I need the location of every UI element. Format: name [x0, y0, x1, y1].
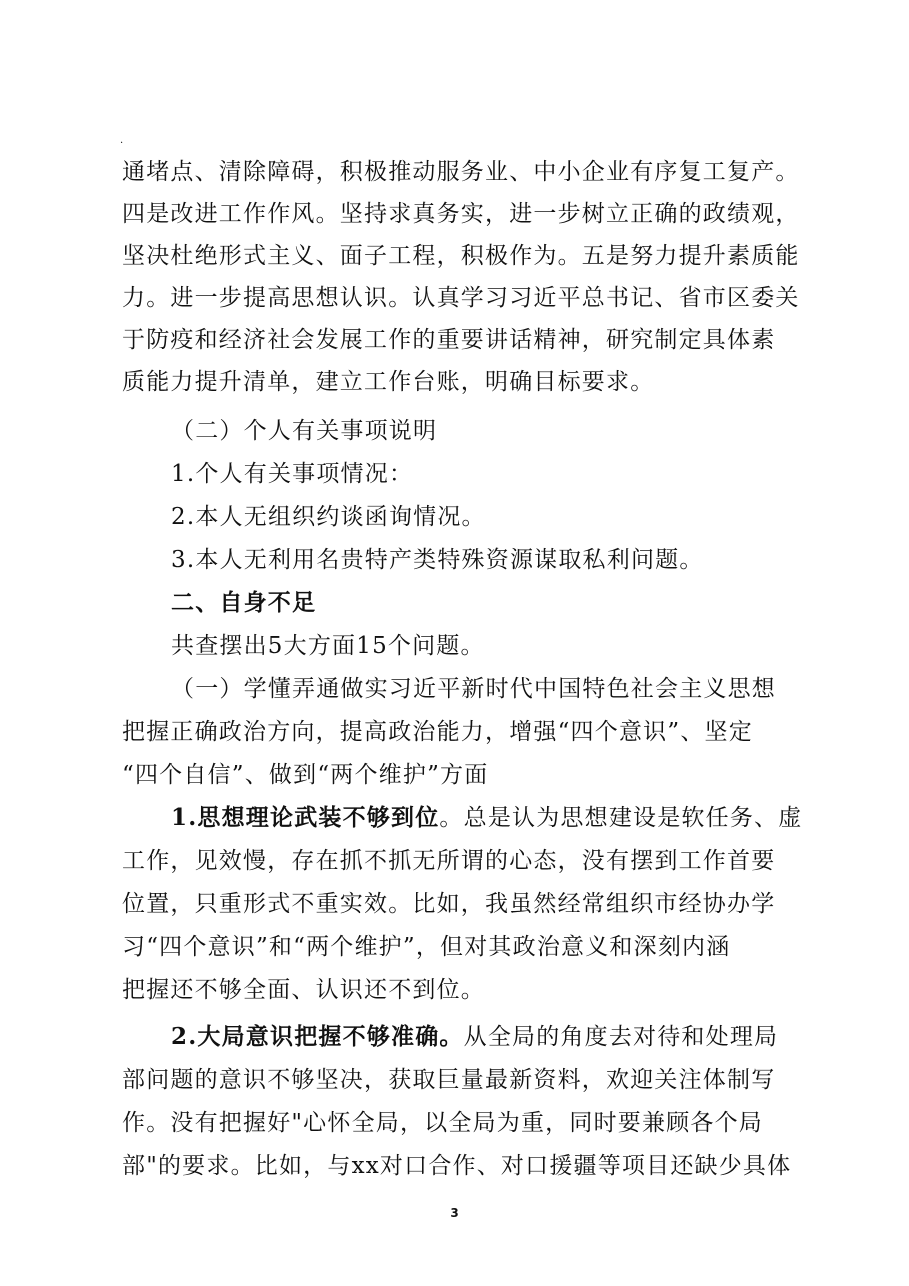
paragraph-line: 部问题的意识不够坚决，获取巨量最新资料，欢迎关注体制写 [122, 1067, 776, 1093]
item-line [171, 803, 802, 833]
paragraph-line: 通堵点、清除障碍，积极推动服务业、中小企业有序复工复产。 [122, 159, 800, 185]
paragraph-line: 质能力提升清单，建立工作台账，明确目标要求。 [122, 369, 655, 395]
item-title: 1.思想理论武装不够到位 [171, 804, 440, 831]
subsection-heading-line: 把握正确政治方向，提高政治能力，增强“四个意识”、坚定 [122, 719, 753, 745]
section-heading: （二）个人有关事项说明 [171, 418, 438, 444]
leading-mark: . [120, 135, 124, 146]
item-text: 从全局的角度去对待和处理局 [463, 1024, 779, 1050]
chapter-heading: 二、自身不足 [171, 589, 317, 616]
paragraph-line: 于防疫和经济社会发展工作的重要讲话精神，研究制定具体素 [122, 327, 776, 353]
item-text: 。总是认为思想建设是软任务、虚 [439, 805, 803, 831]
list-item: 3.本人无利用名贵特产类特殊资源谋取私利问题。 [171, 547, 704, 573]
paragraph-line: 力。进一步提高思想认识。认真学习习近平总书记、省市区委关 [122, 285, 800, 311]
paragraph-line: 四是改进工作作风。坚持求真务实，进一步树立正确的政绩观， [122, 201, 800, 227]
paragraph-line: 部"的要求。比如，与xx对口合作、对口援疆等项目还缺少具体 [122, 1153, 792, 1179]
paragraph-line: 作。没有把握好"心怀全局，以全局为重，同时要兼顾各个局 [122, 1110, 763, 1136]
item-line [171, 1022, 778, 1052]
item-title: 2.大局意识把握不够准确。 [171, 1023, 464, 1050]
list-item: 2.本人无组织约谈函询情况。 [171, 504, 486, 530]
paragraph-line: 把握还不够全面、认识还不到位。 [122, 977, 485, 1003]
paragraph-line: 习“四个意识”和“两个维护”，但对其政治意义和深刻内涵 [122, 934, 731, 960]
subsection-heading-line: “四个自信”、做到“两个维护”方面 [122, 762, 489, 788]
list-item: 1.个人有关事项情况： [171, 461, 414, 487]
paragraph-line: 位置，只重形式不重实效。比如，我虽然经常组织市经协办学 [122, 891, 776, 917]
subsection-heading-line: （一）学懂弄通做实习近平新时代中国特色社会主义思想 [171, 676, 776, 702]
paragraph-line: 工作，见效慢，存在抓不抓无所谓的心态，没有摆到工作首要 [122, 848, 776, 874]
page-number: 3 [450, 1206, 459, 1220]
summary-line: 共查摆出5大方面15个问题。 [171, 633, 485, 659]
paragraph-line: 坚决杜绝形式主义、面子工程，积极作为。五是努力提升素质能 [122, 243, 800, 269]
